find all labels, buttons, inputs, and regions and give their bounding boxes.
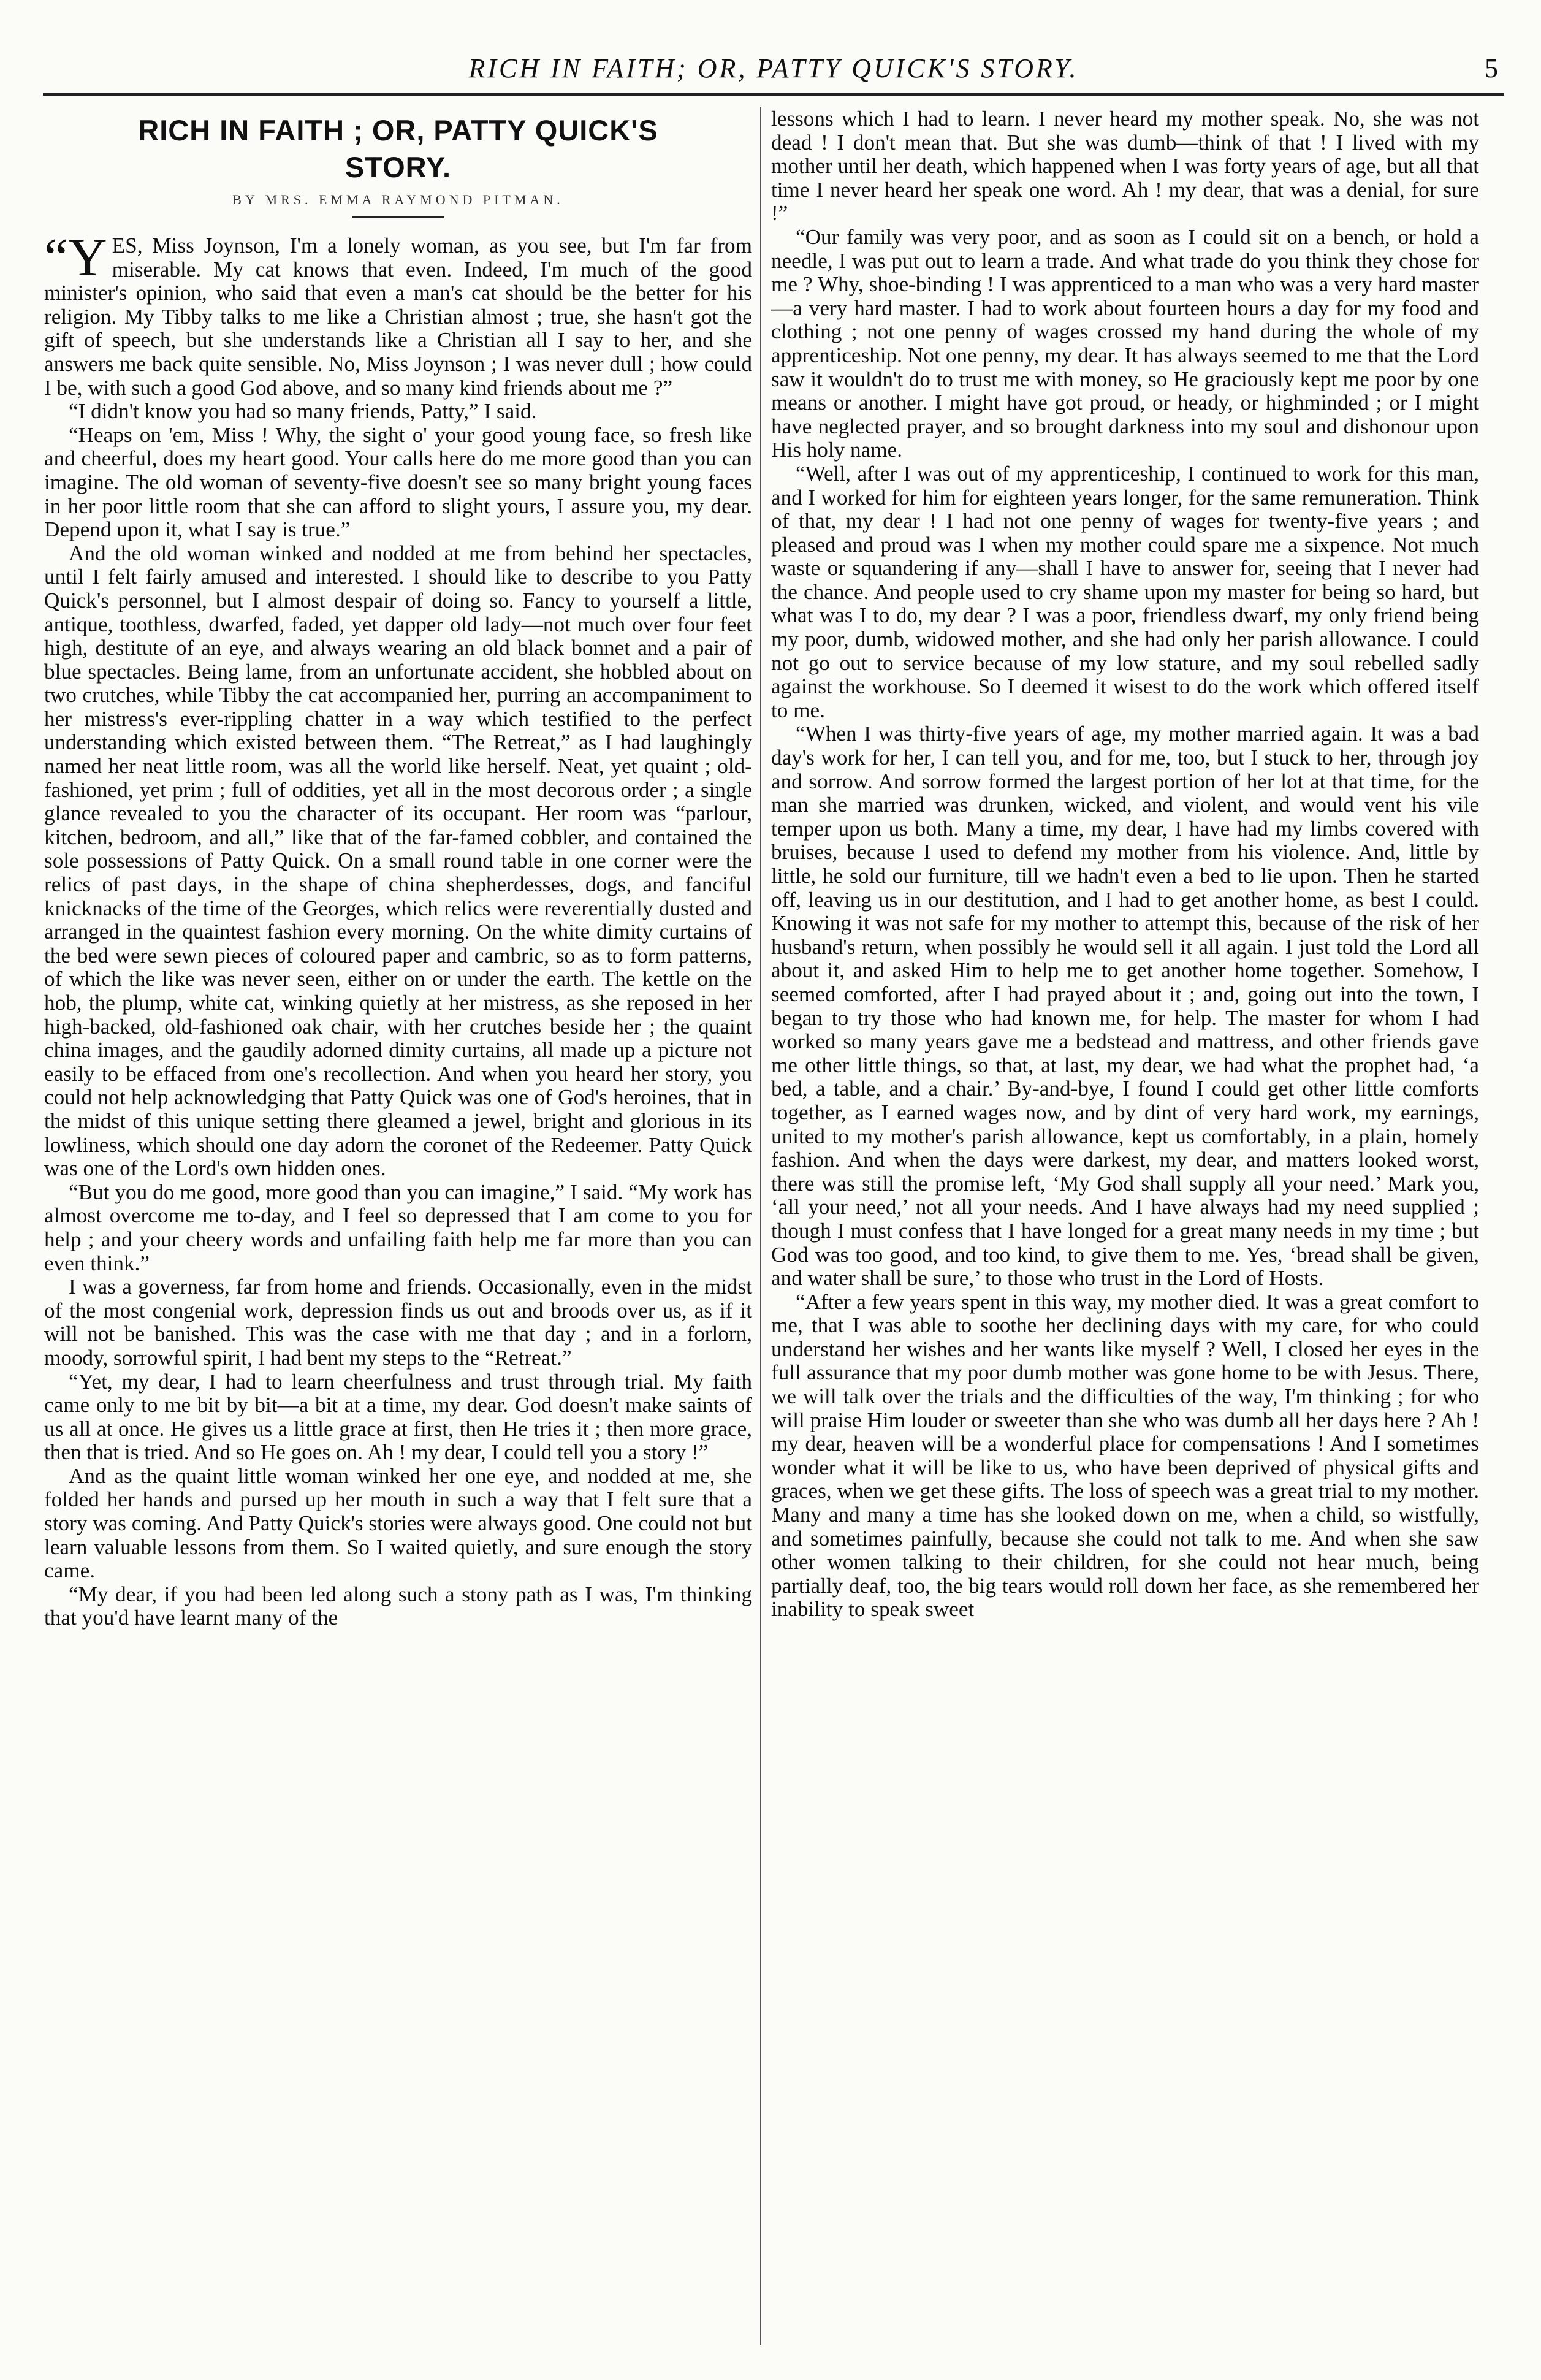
running-head [43,48,1504,97]
paragraph: “Heaps on 'em, Miss ! Why, the sight o' your good young face, so fresh like and cheerful, does my heart good. Your calls here do me more good than you can imagine. The old woman of seventy-five doesn't see so many bright young faces in her poor little room that she can afford to slight yours, I assure you, my dear. Depend upon it, what I say is true.” [44,422,752,542]
right-column [771,107,1479,2351]
paragraph: And the old woman winked and nodded at me from behind her spectacles, until I felt fairly amused and interested. I should like to describe to you Patty Quick's personnel, but I almost despair of doing so. Fancy to yourself a little, antique, toothless, dwarfed, faded, yet dapper old lady—not much over four feet high, destitute of an eye, and always wearing an old black bonnet and a pair of blue spectacles. Being lame, from an unfortunate accident, she hobbled about on two crutches, while Tibby the cat accompanied her, purring an accompaniment to her mistress's ever-rippling chatter in a way which testified to the perfect understanding which existed between them. “The Retreat,” as I had laughingly named her neat little room, was all the world like herself. Neat, yet quaint ; old-fashioned, yet prim ; full of oddities, yet all in the most decorous order ; a single glance revealed to you the character of its occupant. Her room was “parlour, kitchen, bedroom, and all,” like that of the far-famed cobbler, and contained the sole possessions of Patty Quick. On a small round table in one corner were the relics of past days, in the shape of china shepherdesses, dogs, and fanciful knicknacks of the time of the Georges, which relics were reverentially dusted and arranged in the quaintest fashion every morning. On the white dimity curtains of the bed were sewn pieces of coloured paper and cambric, so as to form patterns, of which the like was never seen, either on or under the earth. The kettle on the hob, the plump, white cat, winking quietly at her mistress, as she reposed in her high-backed, old-fashioned oak chair, with her crutches beside her ; the quaint china images, and the gaudily adorned dimity curtains, all made up a picture not easily to be effaced from one's recollection. And when you heard her story, you could not help acknowledging that Patty Quick was one of God's heroines, that in the midst of this unique setting there gleamed a jewel, bright and glorious in its lowliness, which should one day adorn the coronet of the Redeemer. Patty Quick was one of the Lord's own hidden ones. [44,541,752,1181]
article-title-line-1: RICH IN FAITH ; OR, PATTY QUICK'S [138,114,658,147]
header-rule [43,93,1504,96]
paragraph: “I didn't know you had so many friends, Patty,” I said. [69,399,537,424]
drop-cap: “Y [44,228,107,288]
right-column-text [771,107,1479,1622]
paragraph: I was a governess, far from home and friends. Occasionally, even in the midst of the most congenial work, depression finds us out and broods over us, as if it will not be banished. This was the case with me that day ; and in a forlorn, moody, sorrowful spirit, I had bent my steps to the “Retreat.” [44,1275,752,1370]
paragraph: “After a few years spent in this way, my mother died. It was a great comfort to me, that I was able to soothe her declining days with my care, for who could understand her wishes and her wants like myself ? Well, I closed her eyes in the full assurance that my poor dumb mother was gone home to be with Jesus. There, we will talk over the trials and the difficulties of the way, I'm thinking ; for who will praise Him louder or sweeter than she who was dumb all her days here ? Ah ! my dear, heaven will be a wonderful place for compensations ! And I sometimes wonder what it will be like to us, who have been deprived of physical gifts and graces, when we get these gifts. The loss of speech was a great trial to my mother. Many and many a time has she looked down on me, when a child, so wistfully, and sometimes painfully, because she could not talk to me. And when she saw other women talking to their children, for she could not hear much, being partially deaf, too, the big tears would roll down her face, as she remembered her inability to speak sweet [771,1289,1479,1622]
paragraph: “But you do me good, more good than you can imagine,” I said. “My work has almost overcome me to-day, and I feel so depressed that I am come to you for help ; and your cheery words and unfailing faith help me far more than you can even think.” [44,1180,752,1275]
left-column-text [44,228,752,1630]
running-title: RICH IN FAITH; OR, PATTY QUICK'S STORY. [468,53,1079,83]
article-title [44,112,752,186]
paragraph: “When I was thirty-five years of age, my mother married again. It was a bad day's work for her, I can tell you, and for me, too, but I stuck to her, through joy and sorrow. And sorrow formed the largest portion of her lot at that time, for the man she married was drunken, wicked, and violent, and would vent his vile temper upon us both. Many a time, my dear, I have had my limbs covered with bruises, because I used to defend my mother from his violence. And, little by little, he sold our furniture, till we hadn't even a bed to lie upon. Then he started off, leaving us in our destitution, and I had to get another home, as best I could. Knowing it was not safe for my mother to attempt this, because of the risk of her husband's return, when possibly he would sell it all again. I just told the Lord all about it, and asked Him to help me to get another home together. Somehow, I seemed comforted, after I had prayed about it ; and, going out into the town, I began to try those who had known me, for help. The master for whom I had worked so many years gave me a bedstead and mattress, and other friends gave me other little things, so that, at last, my dear, we had what the prophet had, ‘a bed, a table, and a chair.’ By-and-bye, I found I could get other little comforts together, as I earned wages now, and by dint of very hard work, my earnings, united to my mother's parish allowance, kept us comfortably, in a plain, homely fashion. And when the days were darkest, my dear, and matters looked worst, there was still the promise left, ‘My God shall supply all your need.’ Mark you, ‘all your need,’ not all your needs. And I have always had my need supplied ; though I must confess that I have longed for a great many needs in my time ; but God was too good, and too kind, to give them to me. Yes, ‘bread shall be given, and water shall be sure,’ to those who trust in the Lord of Hosts. [771,722,1479,1291]
page-number: 5 [1485,53,1498,83]
paragraph: And as the quaint little woman winked her one eye, and nodded at me, she folded her hands and pursed up her mouth in such a way that I felt sure that a story was coming. And Patty Quick's stories were always good. One could not but learn valuable lessons from them. So I waited quietly, and sure enough the story came. [44,1463,752,1583]
paragraph: lessons which I had to learn. I never heard my mother speak. No, she was not dead ! I don't mean that. But she was dumb—think of that ! I lived with my mother until her death, which happened when I was forty years of age, but all that time I never heard her speak one word. Ah ! my dear, that was a denial, for sure !” [771,107,1479,226]
article-title-line-2: STORY. [344,151,452,183]
paragraph: “Well, after I was out of my apprenticeship, I continued to work for this man, and I worked for him for eighteen years longer, for the same remuneration. Think of that, my dear ! I had not one penny of wages for twenty-five years ; and pleased and proud was I when my mother could spare me a sixpence. Not much waste or squandering if any—shall I have to answer for, seeing that I never had the chance. And people used to cry shame upon my master for being so hard, but what was I to do, my dear ? I was a poor, friendless dwarf, my only friend being my poor, dumb, widowed mother, and she had only her parish allowance. I could not go out to service because of my low stature, and my soul rebelled sadly against the workhouse. So I deemed it wisest to do the work which offered itself to me. [771,461,1479,722]
paragraph: “My dear, if you had been led along such a stony path as I was, I'm thinking that you'd have learnt many of the [44,1582,752,1630]
title-rule [352,216,444,218]
left-column [44,107,752,2351]
paragraph: “Our family was very poor, and as soon as I could sit on a bench, or hold a needle, I was put out to learn a trade. And what trade do you think they chose for me ? Why, shoe-binding ! I was apprenticed to a man who was a very hard master—a very hard master. I had to work about fourteen hours a day for my food and clothing ; not one penny of wages crossed my hand during the whole of my apprenticeship. Not one penny, my dear. It has always seemed to me that the Lord saw it wouldn't do to trust me with money, so He graciously kept me poor by one means or another. I might have got proud, or heady, or highminded ; or I might have neglected prayer, and so brought darkness into my soul and dishonour upon His holy name. [771,224,1479,462]
column-divider [760,107,761,2345]
paragraph: “Y ES, Miss Joynson, I'm a lonely woman, as you see, but I'm far from miserable. My cat knows that even. Indeed, I'm much of the good minister's opinion, who said that even a man's cat should be the better for his religion. My Tibby talks to me like a Christian almost ; true, she hasn't got the gift of speech, but she understands like a Christian all I say to her, and she answers me back quite sensible. No, Miss Joynson ; I was never dull ; how could I be, with such a good God above, and so many kind friends about me ?” [44,228,752,400]
paragraph: “Yet, my dear, I had to learn cheerfulness and trust through trial. My faith came only to me bit by bit—a bit at a time, my dear. God doesn't make saints of us all at once. He gives us a little grace at first, then He tries it ; then more grace, then that is tried. And so He goes on. Ah ! my dear, I could tell you a story !” [44,1369,752,1465]
byline: BY MRS. EMMA RAYMOND PITMAN. [232,192,564,207]
